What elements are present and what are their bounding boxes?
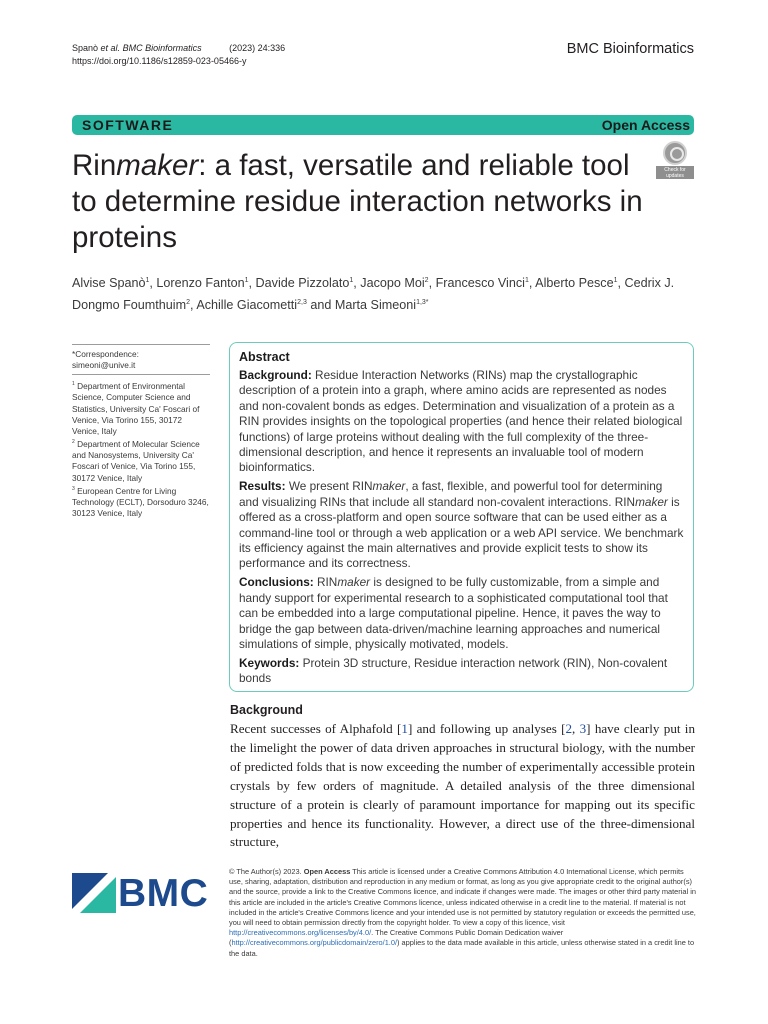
reference-link[interactable]: 1 [401, 721, 408, 736]
reference-link[interactable]: 3 [579, 721, 587, 736]
affiliation: $^2$ Department of Molecular Science and Nanosystems, University Ca' Foscari of Venice, Via Torino 155, 30172 Venice, Italy [72, 438, 200, 483]
author: Alberto Pesce [535, 276, 614, 291]
year-volume: (2023) 24:336 [229, 43, 286, 53]
check-updates-icon [663, 141, 687, 165]
author: Alvise Spanò [72, 276, 146, 291]
article-type: SOFTWARE [82, 117, 174, 133]
abstract-heading: Abstract [239, 350, 290, 364]
authors-short: Spanò [72, 43, 99, 53]
author: Francesco Vinci [435, 276, 525, 291]
open-access-label: Open Access [601, 117, 690, 133]
abstract-keywords: Keywords: Protein 3D structure, Residue interaction network (RIN), Non-covalent bonds [239, 655, 668, 686]
journal-name: BMC Bioinformatics [566, 41, 694, 57]
abstract-results: Results: We present RINmaker, a fast, flexible, and powerful tool for determining and visualizing RINs that include all standard non-covalent interactions. RINmaker is offered as a cross-platform and open source software that can be used either as a command-line tool or through a web application or a web API service. We benchmark its efficiency against the main alternatives and provide explicit tests to show its performance and its correctness. [239, 479, 684, 571]
author: Davide Pizzolato [255, 276, 350, 291]
license-text: © The Author(s) 2023. Open Access This article is licensed under a Creative Commons Attribution 4.0 International License, which permits use, sharing, adaptation, distribution and reproduction in any medium or format, as long as you give appropriate credit to the original author(s) and the source, provide a link to the Creative Commons licence, and indicate if changes were made. The images or other third party material in this article are included in the article's Creative Commons licence, unless indicated otherwise in a credit line to the material. If material is not included in the article's Creative Commons licence and your intended use is not permitted by statutory regulation or exceeds the permitted use, you will need to obtain permission directly from the copyright holder. To view a copy of this licence, visit http://creativecommons.org/licenses/by/4.0/. The Creative Commons Public Domain Dedication waiver (http://creativecommons.org/publicdomain/zero/1.0/) applies to the data made available in this article, unless otherwise stated in a credit line to the data. [229, 867, 696, 958]
correspondence-affiliations [72, 344, 210, 519]
et-al: et al. [100, 43, 121, 53]
citation-line [72, 42, 285, 68]
author: Lorenzo Fanton [156, 276, 245, 291]
author: Jacopo Moi [360, 276, 425, 291]
waiver-link[interactable]: http://creativecommons.org/publicdomain/zero/1.0/ [231, 938, 398, 948]
article-type-banner [72, 115, 694, 135]
abstract-box [229, 342, 694, 692]
abstract-background: Background: Residue Interaction Networks (RINs) map the crystallographic description of a protein into a graph, where amino acids are represented as nodes and non-covalent bonds as edges. Determination and visualization of a protein as a RIN provides insights on the topological properties (and hence their related biological functions) of large proteins without dealing with the full complexity of the three-dimensional description, and hence it represents an invaluable tool of modern bioinformatics. [239, 368, 683, 475]
check-for-updates-badge[interactable] [656, 141, 694, 179]
abstract-conclusions: Conclusions: RINmaker is designed to be fully customizable, from a simple and handy support for experimental research to a sophisticated computational tool that can be embedded into a large computational pipeline. Hence, it paves the way to bridge the gap between data-driven/machine learning approaches and numerical simulations of simple, physically motivated, models. [239, 575, 668, 651]
divider [72, 344, 210, 345]
reference-link[interactable]: 2 [565, 721, 573, 736]
doi-link[interactable]: https://doi.org/10.1186/s12859-023-05466-y [72, 56, 247, 66]
check-updates-label: Check for updates [656, 166, 694, 179]
correspondence-label: *Correspondence: [72, 349, 139, 359]
affiliation: $^3$ European Centre for Living Technology (ECLT), Dorsoduro 3246, 30123 Venice, Italy [72, 485, 209, 518]
author-list: Alvise Spanò$^1$, Lorenzo Fanton$^1$, Davide Pizzolato$^1$, Jacopo Moi$^2$, Francesco Vinci$^1$, Alberto Pesce$^1$, Cedrix J. Dongmo Foumthuim$^2$, Achille Giacometti$^{2,3}$ and Marta Simeoni$^{1,3*}$ [72, 276, 675, 313]
article-title: Rinmaker: a fast, versatile and reliable tool to determine residue interaction networks in proteins [72, 149, 643, 254]
correspondence-email[interactable]: simeoni@unive.it [72, 360, 136, 371]
divider [72, 374, 210, 375]
license-link[interactable]: http://creativecommons.org/licenses/by/4.0/ [229, 928, 372, 938]
author: Cedrix J. Dongmo Foumthuim [72, 276, 675, 313]
section-heading-background: Background [230, 703, 303, 717]
background-paragraph: Recent successes of Alphafold [1] and following up analyses [2, 3] have clearly put in the limelight the power of data driven approaches in structural biology, with the number of predicted folds that is now exceeding the number of experimentally accessible protein crystals by few orders of magnitude. A detailed analysis of the three dimensional structure of a protein is clearly of paramount importance for mapping out its specific properties and hence its functionality. However, a direct use of the three-dimensional structure, [230, 721, 695, 850]
bmc-logo-mark-icon [72, 873, 116, 913]
bmc-logo [72, 873, 214, 913]
bmc-logo-text: BMC [118, 872, 209, 915]
journal-inline: BMC Bioinformatics [122, 43, 202, 53]
affiliation: $^1$ Department of Environmental Science, Computer Science and Statistics, University Ca' Foscari of Venice, Via Torino 155, 30172 Venice, Italy [72, 381, 200, 436]
author: Achille Giacometti [196, 298, 298, 313]
author: Marta Simeoni [334, 298, 417, 313]
